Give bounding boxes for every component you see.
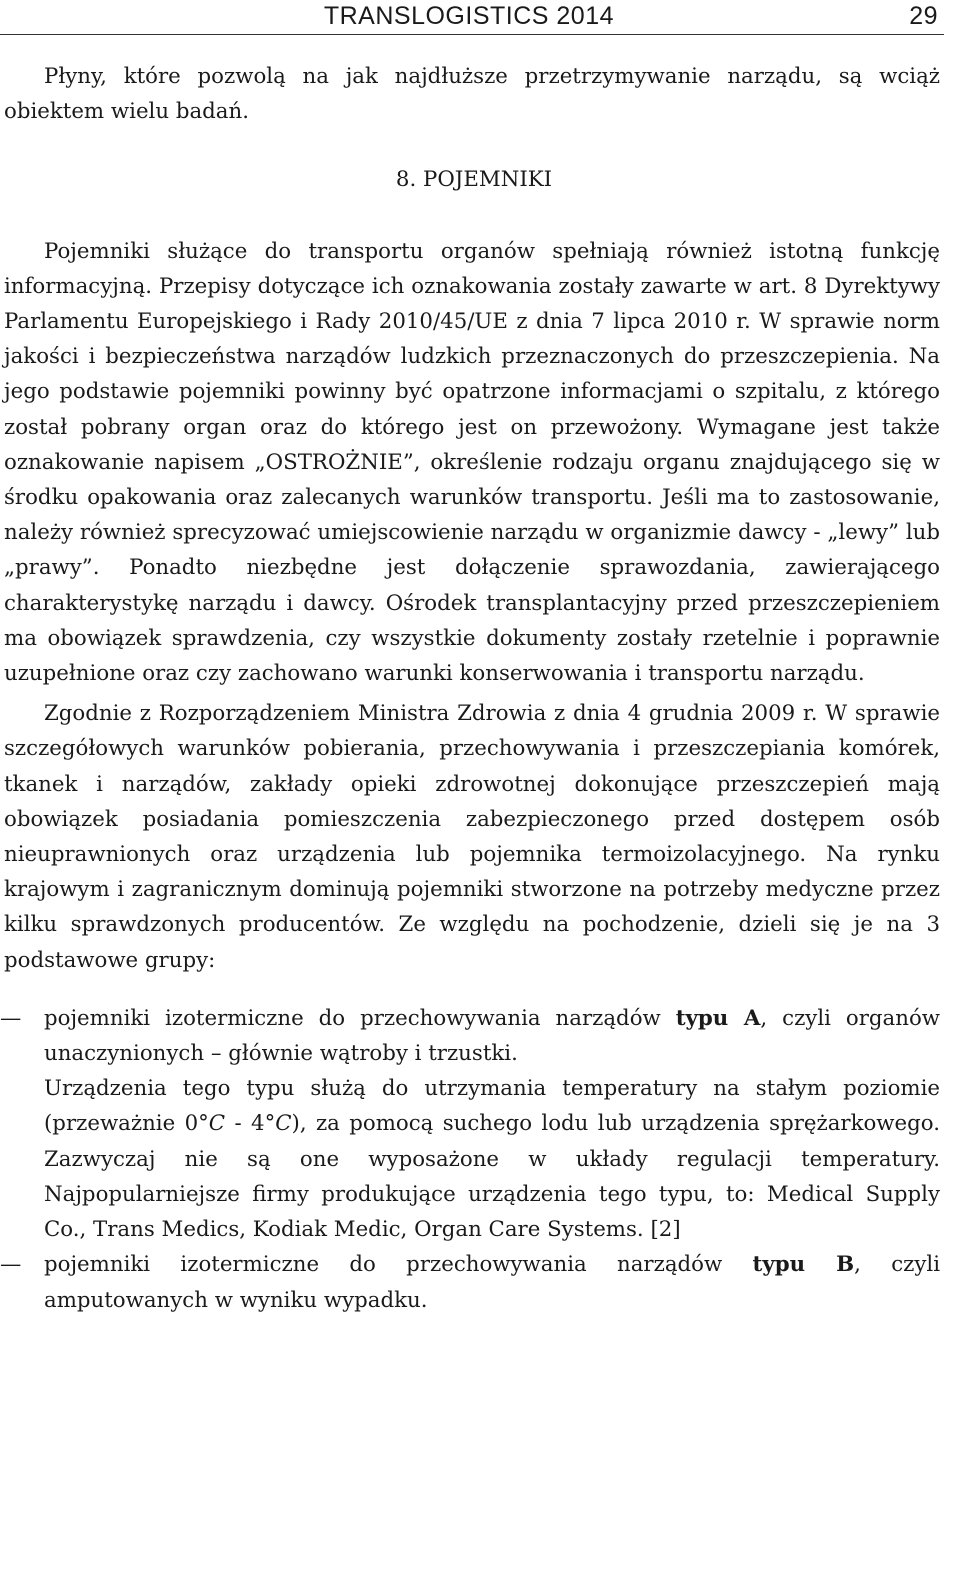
- unit-celsius: C: [208, 1111, 226, 1137]
- journal-title: TRANSLOGISTICS 2014: [323, 2, 614, 30]
- unit-celsius: C: [275, 1111, 292, 1137]
- list-item-b-text-end: , czyli amputowanych w wyniku wypadku.: [44, 1252, 941, 1313]
- type-b-label: typu B: [752, 1252, 855, 1278]
- list-item: [0, 1001, 940, 1247]
- list-item-text: [44, 1001, 940, 1071]
- list-item-a-text: pojemniki izotermiczne do przechowywania narządów: [44, 1005, 676, 1031]
- detail-text-end: ), za pomocą suchego lodu lub urządzenia sprężarkowego. Zazwyczaj nie są one wyposażone w układy regulacji temperatury. Najpopularniejsze firmy produkujące urządzenia tego typu, to: Medical Supply Co., Trans Medics, Kodiak Medic, Organ Care Systems. [2]: [44, 1111, 940, 1243]
- body-text: [0, 59, 941, 1318]
- paragraph-regulation: Zgodnie z Rozporządzeniem Ministra Zdrowia z dnia 4 grudnia 2009 r. W sprawie szczegółowych warunków pobierania, przechowywania i przeszczepiania komórek, tkanek i narządów, zakłady opieki zdrowotnej dokonujące przeszczepień mają obowiązek posiadania pomieszczenia zabezpieczonego przed dostępem osób nieuprawnionych oraz urządzenia lub pojemnika termoizolacyjnego. Na rynku krajowym i zagranicznym dominują pojemniki stworzone na potrzeby medyczne przez kilku sprawdzonych producentów. Ze względu na pochodzenie, dzieli się je na 3 podstawowe grupy:: [4, 701, 940, 973]
- list-item-text: [44, 1247, 940, 1317]
- list-item: [0, 1247, 941, 1317]
- page-number: 29: [909, 2, 938, 30]
- running-header: [0, 0, 944, 35]
- detail-text-mid: - 4°: [225, 1111, 276, 1137]
- container-types-list: [0, 1001, 941, 1318]
- type-a-label: typu A: [675, 1005, 761, 1031]
- list-item-b-text: pojemniki izotermiczne do przechowywania narządów: [44, 1252, 753, 1278]
- list-item-detail: [44, 1071, 940, 1247]
- detail-text: Urządzenia tego typu służą do utrzymania temperatury na stałym poziomie (przeważnie 0°: [44, 1076, 940, 1137]
- list-dash: —: [0, 1005, 22, 1031]
- paragraph-intro: Płyny, które pozwolą na jak najdłuższe przetrzymywanie narządu, są wciąż obiektem wielu badań.: [4, 64, 940, 125]
- list-dash: —: [0, 1252, 22, 1278]
- list-item-a-text-end: , czyli organów unaczynionych – głównie wątroby i trzustki.: [44, 1005, 940, 1067]
- section-heading: 8. POJEMNIKI: [395, 167, 553, 193]
- paragraph-containers: Pojemniki służące do transportu organów spełniają również istotną funkcję informacyjną. Przepisy dotyczące ich oznakowania zostały zawarte w art. 8 Dyrektywy Parlamentu Europejskiego i Rady 2010/45/UE z dnia 7 lipca 2010 r. W sprawie norm jakości i bezpieczeństwa narządów ludzkich przeznaczonych do przeszczepienia. Na jego podstawie pojemniki powinny być opatrzone informacjami o szpitalu, z którego został pobrany organ oraz do którego jest on przewożony. Wymagane jest także oznakowanie napisem „OSTROŻNIE”, określenie rodzaju organu znajdującego się w środku opakowania oraz zalecanych warunków transportu. Jeśli ma to zastosowanie, należy również sprecyzować umiejscowienie narządu w organizmie dawcy - „lewy” lub „prawy”. Ponadto niezbędne jest dołączenie sprawozdania, zawierającego charakterystykę narządu i dawcy. Ośrodek transplantacyjny przed przeszczepieniem ma obowiązek sprawdzenia, czy wszystkie dokumenty zostały rzetelnie i poprawnie uzupełnione oraz czy zachowano warunki konserwowania i transportu narządu.: [4, 238, 940, 687]
